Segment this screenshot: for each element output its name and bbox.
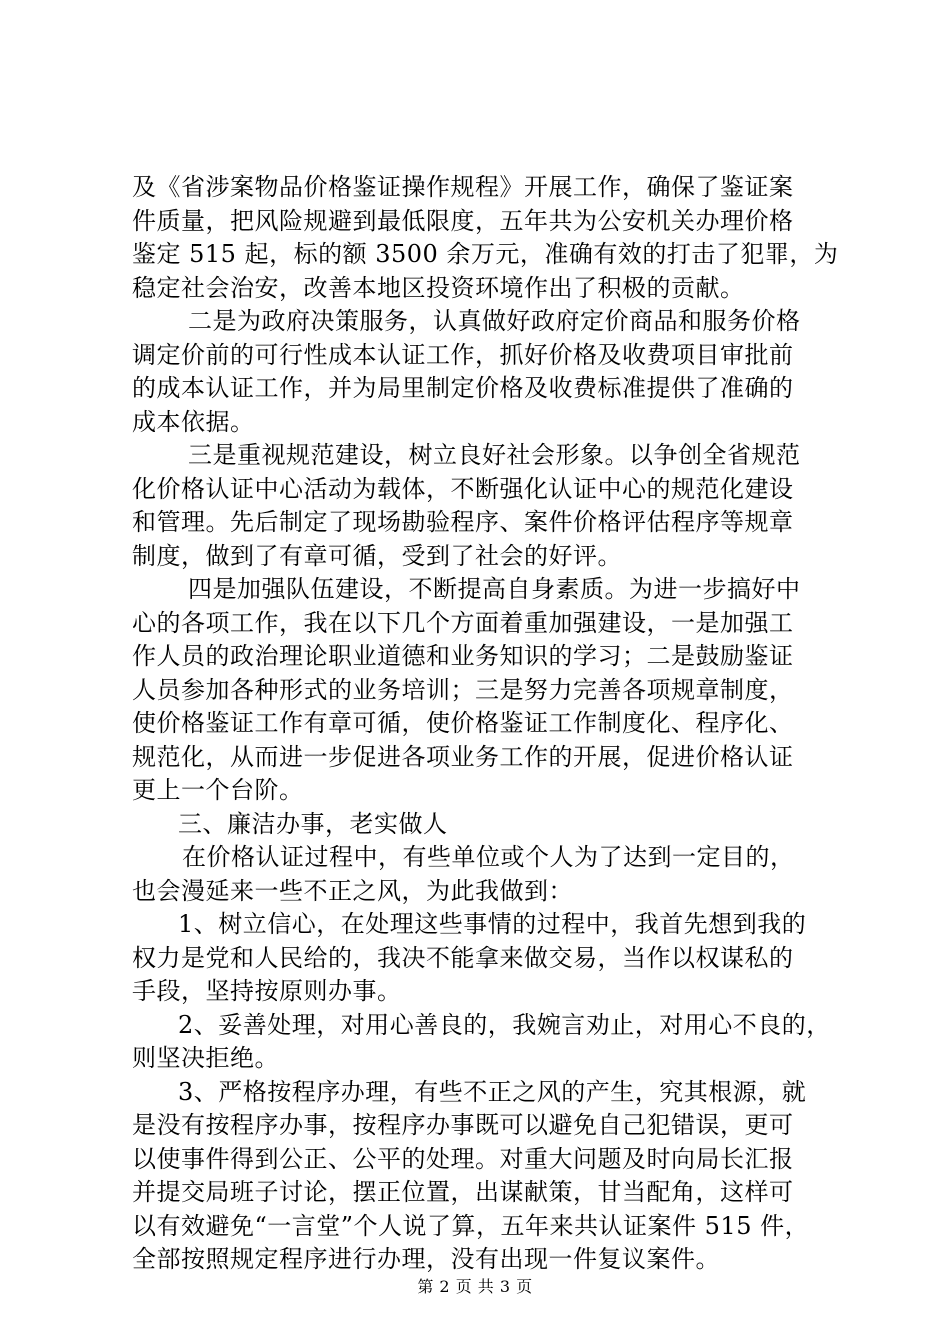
text-line: 调定价前的可行性成本认证工作，抓好价格及收费项目审批前 — [132, 340, 794, 369]
text-line: 是没有按程序办事，按程序办事既可以避免自己犯错误，更可 — [132, 1111, 794, 1139]
text-line: 及《省涉案物品价格鉴证操作规程》开展工作，确保了鉴证案 — [132, 173, 794, 201]
text-line: 心的各项工作，我在以下几个方面着重加强建设，一是加强工 — [132, 608, 794, 637]
text-line: 制度，做到了有章可循，受到了社会的好评。 — [132, 541, 622, 570]
text-line: 在价格认证过程中，有些单位或个人为了达到一定目的， — [182, 843, 795, 871]
text-line: 成本依据。 — [132, 407, 255, 436]
text-line: 2、妥善处理，对用心善良的，我婉言劝止，对用心不良的， — [178, 1010, 831, 1039]
text-line: 三是重视规范建设，树立良好社会形象。以争创全省规范 — [188, 441, 801, 469]
text-line: 三、廉洁办事，老实做人 — [178, 809, 448, 838]
text-line: 二是为政府决策服务，认真做好政府定价商品和服务价格 — [188, 307, 801, 335]
text-line: 的成本认证工作，并为局里制定价格及收费标准提供了准确的 — [132, 374, 794, 402]
text-line: 更上一个台阶。 — [132, 776, 304, 804]
text-line: 则坚决拒绝。 — [132, 1044, 279, 1072]
text-line: 作人员的政治理论职业道德和业务知识的学习；二是鼓励鉴证 — [132, 642, 794, 670]
text-line: 权力是党和人民给的，我决不能拿来做交易，当作以权谋私的 — [132, 943, 794, 972]
text-line: 人员参加各种形式的业务培训；三是努力完善各项规章制度， — [132, 675, 794, 704]
text-line: 全部按照规定程序进行办理，没有出现一件复议案件。 — [132, 1245, 720, 1273]
text-line: 以使事件得到公正、公平的处理。对重大问题及时向局长汇报 — [132, 1144, 794, 1173]
text-line: 以有效避免“一言堂”个人说了算，五年来共认证案件 515 件， — [132, 1211, 810, 1240]
text-line: 稳定社会治安，改善本地区投资环境作出了积极的贡献。 — [132, 273, 745, 302]
text-line: 鉴定 515 起，标的额 3500 余万元，准确有效的打击了犯罪，为 — [132, 240, 839, 268]
text-line: 件质量，把风险规避到最低限度，五年共为公安机关办理价格 — [132, 206, 794, 235]
text-line: 和管理。先后制定了现场勘验程序、案件价格评估程序等规章 — [132, 508, 794, 536]
page-footer: 第 2 页 共 3 页 — [417, 1277, 533, 1296]
text-line: 化价格认证中心活动为载体，不断强化认证中心的规范化建设 — [132, 474, 794, 503]
text-line: 四是加强队伍建设，不断提高自身素质。为进一步搞好中 — [188, 575, 801, 603]
text-line: 也会漫延来一些不正之风，为此我做到： — [132, 876, 573, 905]
text-line: 并提交局班子讨论，摆正位置，出谋献策，甘当配角，这样可 — [132, 1178, 794, 1206]
text-line: 3、严格按程序办理，有些不正之风的产生，究其根源，就 — [178, 1077, 807, 1106]
text-line: 规范化，从而进一步促进各项业务工作的开展，促进价格认证 — [132, 742, 794, 771]
text-line: 手段，坚持按原则办事。 — [132, 977, 402, 1005]
text-line: 1、树立信心，在处理这些事情的过程中，我首先想到我的 — [178, 910, 807, 938]
document-body — [132, 171, 839, 1277]
text-line: 使价格鉴证工作有章可循，使价格鉴证工作制度化、程序化、 — [132, 709, 794, 737]
